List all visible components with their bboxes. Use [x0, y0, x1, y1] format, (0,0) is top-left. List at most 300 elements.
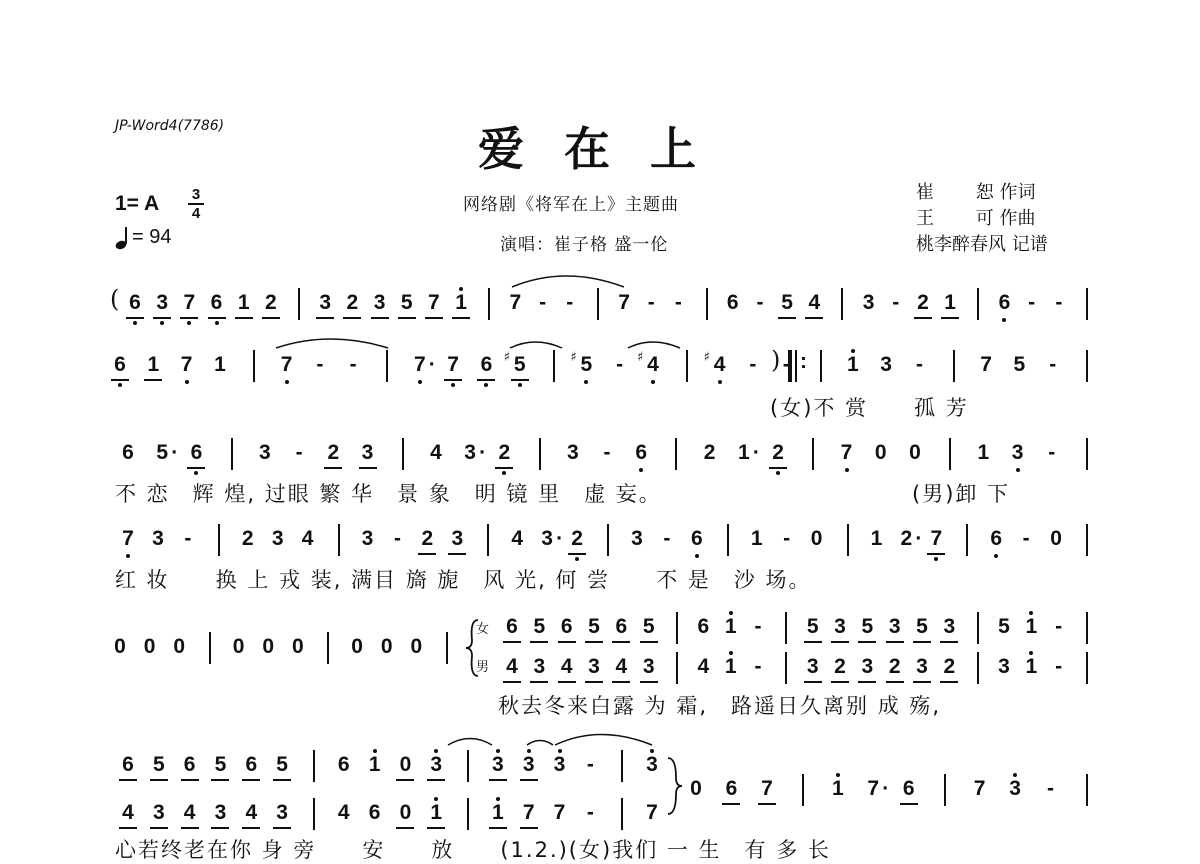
note: [826, 776, 850, 802]
underline: [427, 827, 445, 829]
barline: [686, 350, 688, 382]
repeat-colon: :: [800, 350, 807, 373]
note-digit: 6: [190, 441, 203, 464]
underline: [242, 779, 260, 781]
note-digit: 3: [361, 527, 374, 550]
note-digit: 1: [430, 801, 443, 824]
note-digit: -: [1049, 353, 1057, 376]
note: [637, 614, 661, 640]
octave-up-dot: [373, 749, 377, 753]
note-digit: 2: [900, 527, 913, 550]
note-digit: 2: [834, 655, 846, 678]
note-digit: 0: [291, 635, 304, 658]
augmentation-dot: ·: [882, 777, 890, 800]
underline: [262, 317, 280, 319]
note-digit: -: [915, 353, 923, 376]
note: [296, 526, 320, 552]
note: [227, 634, 251, 660]
note-digit: 2: [265, 291, 277, 314]
underline: [211, 779, 229, 781]
note: [874, 352, 898, 378]
underline: [153, 317, 171, 319]
note: [395, 290, 419, 316]
note: [1007, 352, 1031, 378]
note: [640, 752, 664, 778]
barline: [953, 350, 955, 382]
note: [864, 526, 888, 552]
barline: [209, 632, 211, 664]
lyric-line-5: 秋去冬来白露 为 霜, 路遥日久离别 成 殇,: [498, 694, 942, 718]
octave-up-dot: [836, 773, 840, 777]
note: [911, 290, 935, 316]
octave-down-dot: [502, 471, 506, 475]
note: [116, 752, 140, 778]
note-digit: 1: [724, 655, 737, 678]
underline: [585, 641, 603, 643]
note-digit: 0: [810, 527, 823, 550]
underline: [150, 779, 168, 781]
note: [146, 526, 170, 552]
octave-down-dot: [639, 468, 643, 472]
note: [655, 526, 679, 552]
note: [578, 800, 602, 826]
note: [1014, 526, 1038, 552]
note: [570, 350, 598, 378]
underline: [940, 641, 958, 643]
note-digit: 1: [368, 753, 381, 776]
note: [968, 776, 992, 802]
note-digit: 5: [781, 291, 793, 314]
note: [178, 800, 202, 826]
octave-down-dot: [133, 321, 137, 325]
barline: [467, 798, 469, 830]
sharp-icon: ♯: [703, 350, 710, 365]
note: [766, 440, 790, 466]
note-digit: 2: [772, 441, 784, 464]
barline: [966, 524, 968, 556]
underline: [495, 467, 513, 469]
note-digit: 2: [346, 291, 359, 314]
note: [208, 352, 232, 378]
note-digit: 3: [492, 753, 504, 776]
octave-down-dot: [1002, 318, 1006, 322]
note: [841, 352, 865, 378]
octave-down-dot: [584, 380, 588, 384]
note-digit: 5: [152, 753, 165, 776]
note-digit: 2: [888, 655, 901, 678]
note: [861, 776, 890, 802]
note-digit: -: [586, 801, 594, 824]
barline: [785, 652, 787, 684]
note-digit: 7: [183, 291, 196, 314]
barline: [621, 750, 623, 782]
note-digit: 3: [862, 291, 875, 314]
note-digit: 1: [455, 291, 467, 314]
note: [1019, 614, 1043, 640]
underline: [181, 827, 199, 829]
note-digit: 7: [930, 527, 943, 550]
underline: [612, 641, 630, 643]
octave-down-dot: [126, 554, 130, 558]
note-digit: 3: [646, 753, 658, 776]
note-digit: 4: [245, 801, 258, 824]
note: [236, 526, 260, 552]
note: [422, 290, 446, 316]
note-digit: 3: [361, 441, 374, 464]
software-tag: JP-Word4(7786): [115, 118, 225, 134]
intro-close-paren: ): [771, 346, 781, 374]
note-digit: 7: [280, 353, 293, 376]
note-digit: 3: [156, 291, 168, 314]
note: [719, 614, 743, 640]
sharp-icon: ♯: [570, 350, 577, 365]
note: [801, 614, 825, 640]
underline: [831, 641, 849, 643]
note: [801, 654, 825, 680]
barline: [218, 524, 220, 556]
note-digit: 3: [642, 655, 655, 678]
note: [363, 800, 387, 826]
note: [150, 290, 174, 316]
note-digit: 1: [846, 353, 859, 376]
note: [857, 290, 881, 316]
note: [321, 440, 345, 466]
note-digit: 1: [1025, 615, 1038, 638]
note-digit: -: [349, 353, 357, 376]
underline: [343, 317, 361, 319]
underline: [858, 681, 876, 683]
note-digit: 6: [129, 291, 141, 314]
note-digit: 1: [831, 777, 844, 800]
note-digit: -: [892, 291, 900, 314]
barline: [820, 350, 822, 382]
note-digit: 7: [447, 353, 459, 376]
note: [992, 654, 1016, 680]
page-title: 爱在上: [478, 122, 736, 176]
augmentation-dot: ·: [171, 441, 179, 464]
underline: [235, 317, 253, 319]
note: [474, 352, 498, 378]
underline: [530, 681, 548, 683]
underline: [858, 641, 876, 643]
underline: [530, 641, 548, 643]
note-digit: 6: [902, 777, 915, 800]
note: [375, 634, 399, 660]
note-digit: -: [1022, 527, 1030, 550]
note: [1047, 290, 1071, 316]
note: [938, 290, 962, 316]
subtitle: 网络剧《将军在上》主题曲: [463, 195, 679, 215]
note: [894, 526, 923, 552]
underline: [126, 317, 144, 319]
note: [828, 614, 852, 640]
octave-up-dot: [729, 651, 733, 655]
note-digit: -: [1048, 441, 1056, 464]
note: [205, 290, 229, 316]
barline: [446, 632, 448, 664]
note: [147, 752, 171, 778]
underline: [477, 379, 495, 381]
note: [578, 752, 602, 778]
note: [992, 614, 1016, 640]
underline: [520, 827, 538, 829]
note: [883, 654, 907, 680]
note-digit: 0: [143, 635, 156, 658]
underline: [181, 779, 199, 781]
note-digit: 0: [173, 635, 186, 658]
credit-composer: 王 可 作曲: [916, 208, 1036, 229]
note-digit: 6: [690, 527, 703, 550]
note-digit: 3: [553, 753, 566, 776]
note: [286, 634, 310, 660]
note: [1047, 654, 1071, 680]
note: [239, 800, 263, 826]
note: [256, 634, 280, 660]
barline: [621, 798, 623, 830]
note-digit: 6: [998, 291, 1011, 314]
note: [609, 614, 633, 640]
note-digit: 1: [1025, 655, 1038, 678]
underline: [568, 553, 586, 555]
note-digit: 4: [560, 655, 573, 678]
note-digit: 7: [122, 527, 134, 550]
barline: [539, 438, 541, 470]
note: [548, 752, 572, 778]
note-digit: 3: [522, 753, 535, 776]
underline: [359, 467, 377, 469]
octave-down-dot: [185, 380, 189, 384]
note-digit: 7: [980, 353, 992, 376]
note: [486, 800, 510, 826]
note: [685, 526, 709, 552]
note: [208, 752, 232, 778]
underline: [804, 681, 822, 683]
note: [558, 290, 582, 316]
note-digit: -: [749, 353, 757, 376]
note: [270, 752, 294, 778]
note-digit: 5: [861, 615, 874, 638]
note: [517, 800, 541, 826]
barline: [1086, 774, 1088, 806]
note: [141, 352, 165, 378]
note: [684, 776, 708, 802]
note: [608, 352, 632, 378]
octave-down-dot: [484, 383, 488, 387]
barline: [327, 632, 329, 664]
note: [992, 290, 1016, 316]
note: [492, 440, 516, 466]
note: [805, 526, 829, 552]
note-digit: 3: [259, 441, 271, 464]
note-digit: 0: [690, 777, 702, 800]
note-digit: 6: [726, 291, 739, 314]
note-digit: 0: [232, 635, 245, 658]
note-digit: 6: [560, 615, 573, 638]
lyric-line-4: 红 妆 换 上 戎 装, 满目 旖 旎 风 光, 何 尝 不 是 沙 场。: [115, 568, 812, 592]
note-digit: 3: [806, 655, 819, 678]
underline: [448, 553, 466, 555]
note: [1020, 290, 1044, 316]
note-digit: 1: [492, 801, 504, 824]
underline: [425, 317, 443, 319]
note-digit: 0: [874, 441, 887, 464]
note: [404, 634, 428, 660]
note: [385, 526, 409, 552]
note-digit: 5: [998, 615, 1010, 638]
note-digit: 5: [513, 353, 526, 376]
note-digit: 5: [156, 441, 169, 464]
note-digit: -: [1055, 655, 1063, 678]
underline: [427, 779, 445, 781]
underline: [640, 681, 658, 683]
underline: [804, 641, 822, 643]
barline: [467, 750, 469, 782]
note: [937, 654, 961, 680]
underline: [503, 681, 521, 683]
note-digit: -: [1055, 291, 1063, 314]
note: [308, 352, 332, 378]
underline: [886, 681, 904, 683]
note-digit: 4: [122, 801, 134, 824]
underline: [180, 317, 198, 319]
underline: [144, 379, 162, 381]
underline: [927, 553, 945, 555]
octave-up-dot: [729, 611, 733, 615]
note-digit: -: [393, 527, 401, 550]
note: [802, 290, 826, 316]
octave-down-dot: [845, 468, 849, 472]
note: [116, 800, 140, 826]
note: [393, 800, 417, 826]
tempo-marking: = 94: [132, 226, 172, 248]
note: [393, 752, 417, 778]
note-digit: 4: [647, 353, 659, 376]
note: [424, 800, 448, 826]
underline: [900, 803, 918, 805]
underline: [722, 803, 740, 805]
note-digit: 5: [588, 615, 600, 638]
underline: [520, 779, 538, 781]
note: [897, 776, 921, 802]
note: [937, 614, 961, 640]
note-digit: 6: [368, 801, 381, 824]
note-digit: 6: [245, 753, 258, 776]
note-digit: -: [663, 527, 671, 550]
note-digit: 3: [319, 291, 332, 314]
note-digit: -: [586, 753, 594, 776]
key-signature: 1= A: [115, 192, 160, 215]
underline: [324, 467, 342, 469]
note: [505, 526, 529, 552]
underline: [914, 317, 932, 319]
singers: 演唱：崔子格 盛一伦: [500, 235, 669, 255]
note: [147, 800, 171, 826]
note: [869, 440, 893, 466]
octave-down-dot: [118, 383, 122, 387]
note-digit: 0: [114, 635, 126, 658]
note-digit: -: [674, 291, 682, 314]
note-digit: 0: [380, 635, 393, 658]
note-digit: 2: [571, 527, 583, 550]
note-digit: 1: [750, 527, 763, 550]
underline: [418, 553, 436, 555]
note-digit: -: [782, 353, 790, 376]
underline: [769, 467, 787, 469]
underline: [187, 467, 205, 469]
barline: [847, 524, 849, 556]
note: [500, 654, 524, 680]
underline: [371, 317, 389, 319]
note-digit: -: [754, 655, 762, 678]
note-digit: -: [1047, 777, 1055, 800]
note: [500, 614, 524, 640]
note: [636, 350, 665, 378]
underline: [511, 379, 529, 381]
note-digit: 7: [840, 441, 853, 464]
note-digit: 6: [122, 753, 134, 776]
augmentation-dot: ·: [428, 353, 436, 376]
note-digit: 3: [880, 353, 892, 376]
note: [582, 614, 606, 640]
note: [666, 290, 690, 316]
note-digit: 1: [977, 441, 990, 464]
intro-open-paren: (: [110, 285, 120, 313]
note-digit: 0: [351, 635, 363, 658]
octave-up-dot: [851, 349, 855, 353]
note: [883, 614, 907, 640]
note: [732, 440, 760, 466]
note-digit: 1: [214, 353, 226, 376]
barline: [313, 798, 315, 830]
augmentation-dot: ·: [556, 527, 564, 550]
underline: [273, 779, 291, 781]
note: [340, 290, 364, 316]
note-digit: 3: [834, 615, 846, 638]
barline: [597, 288, 599, 320]
note-digit: -: [184, 527, 192, 550]
note: [259, 290, 283, 316]
note-digit: -: [616, 353, 624, 376]
note-digit: -: [566, 291, 574, 314]
note: [907, 352, 931, 378]
note: [1006, 440, 1030, 466]
barline: [675, 438, 677, 470]
note: [1040, 440, 1064, 466]
note-digit: 6: [480, 353, 493, 376]
note: [639, 290, 663, 316]
octave-down-dot: [215, 321, 219, 325]
note-digit: 3: [271, 527, 284, 550]
note-digit: 3: [861, 655, 874, 678]
note-digit: 5: [400, 291, 413, 314]
barline: [841, 288, 843, 320]
note: [748, 290, 772, 316]
note: [441, 352, 465, 378]
note-digit: -: [647, 291, 655, 314]
note: [415, 526, 439, 552]
credit-lyricist: 崔 恕 作词: [916, 182, 1036, 203]
barline: [488, 288, 490, 320]
note: [910, 614, 934, 640]
barline: [402, 438, 404, 470]
note-digit: -: [539, 291, 547, 314]
note: [232, 290, 256, 316]
note-digit: 3: [631, 527, 643, 550]
underline: [396, 827, 414, 829]
note: [698, 440, 722, 466]
note: [1019, 654, 1043, 680]
underline: [119, 827, 137, 829]
